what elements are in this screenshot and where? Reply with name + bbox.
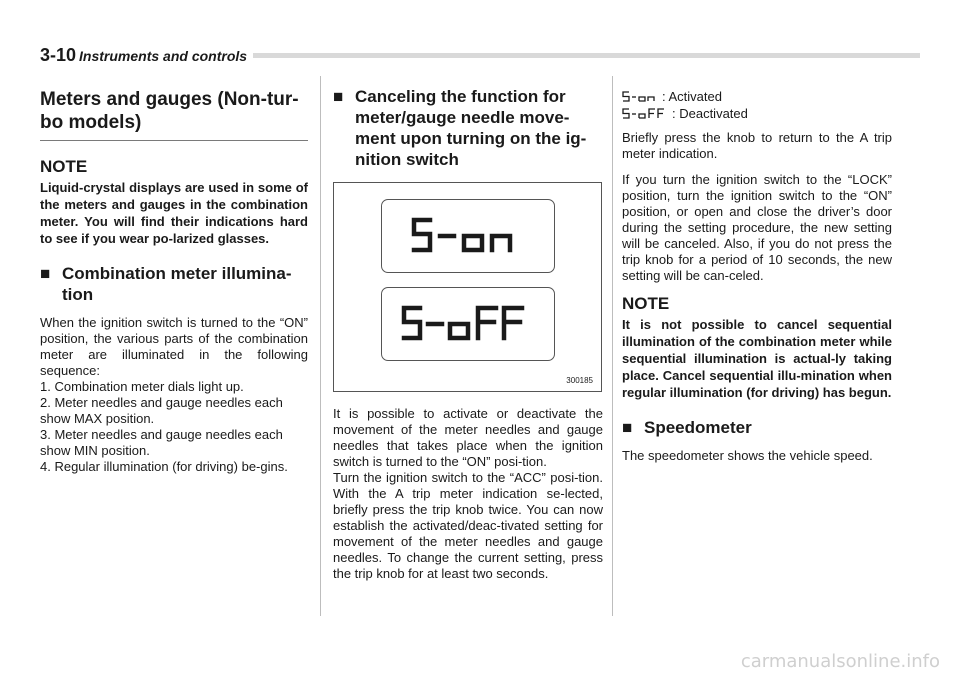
subheading-text: Canceling the function for meter/gauge needle move-ment upon turning on the ig-nition switch [355,87,587,169]
s-off-glyph [400,302,536,346]
body-paragraph: Turn the ignition switch to the “ACC” posi-tion. With the A trip meter indication se-lected, briefly press the trip knob twice. You can now establish the activated/deac-tivated setting for movement of the meter needles and gauge needles. To change the current setting, press the trip knob for at least two seconds. [333,470,603,581]
list-item: 2. Meter needles and gauge needles each show MAX position. [40,395,283,426]
body-paragraph: It is possible to activate or deactivate the movement of the meter needles and gauge needles that takes place when the ignition switch is turned to the “ON” posi-tion. [333,406,603,469]
lcd-display-on [381,199,555,273]
note-text: Liquid-crystal displays are used in some of the meters and gauges in the combination meter. You will find their indications hard to see if you wear po-larized glasses. [40,180,308,246]
page-header [40,44,920,66]
lcd-display-off [381,287,555,361]
note-label: NOTE [622,294,670,313]
body-paragraph: The speedometer shows the vehicle speed. [622,448,873,463]
s-on-glyph [408,214,528,258]
s-off-small-icon [622,108,666,120]
column-middle [333,86,603,592]
s-on-small-icon [622,91,656,103]
legend-deactivated [622,105,892,122]
list-item: 3. Meter needles and gauge needles each show MIN position. [40,427,283,458]
figure-id: 300185 [566,376,593,385]
list-item: 4. Regular illumination (for driving) be-gins. [40,459,288,474]
bullet-icon: ■ [333,87,344,106]
section-title: Meters and gauges (Non-tur-bo models) [40,88,308,141]
subheading-text: Combination meter illumina-tion [62,264,292,304]
chapter-title: Instruments and controls [79,48,248,64]
steps-list [40,379,308,475]
bullet-icon: ■ [40,264,51,283]
page-number [40,44,253,67]
column-divider [320,76,321,616]
column-right [622,88,892,474]
bullet-icon: ■ [622,418,633,437]
column-divider [612,76,613,616]
lcd-figure [333,182,602,392]
body-paragraph: When the ignition switch is turned to the “ON” position, the various parts of the combination meter are illuminated in the following sequence: [40,315,308,378]
subheading-text: Speedometer [644,418,752,437]
note-label: NOTE [40,157,88,176]
subheading-canceling [333,86,603,170]
legend-text: : Activated [662,89,722,104]
legend-activated [622,88,892,105]
subheading-illumination [40,263,308,305]
body-paragraph: Briefly press the knob to return to the A trip meter indication. [622,130,892,161]
page-number-text: 3-10 [40,45,77,65]
subheading-speedometer [622,417,892,438]
note-text: It is not possible to cancel sequential illumination of the combination meter while sequential illumination is actual-ly taking place. Cancel sequential illu-mination when regular illumination (for driving) has begun. [622,317,892,400]
body-paragraph: If you turn the ignition switch to the “LOCK” position, turn the ignition switch to the “ON” position, or open and close the driver’s door during the setting procedure, the new setting will be canceled. Also, if you do not press the trip knob for a period of 10 seconds, the new setting will be can-celed. [622,172,892,283]
list-item: 1. Combination meter dials light up. [40,379,244,394]
watermark: carmanualsonline.info [740,651,940,672]
legend-text: : Deactivated [672,106,748,121]
column-left [40,88,308,475]
